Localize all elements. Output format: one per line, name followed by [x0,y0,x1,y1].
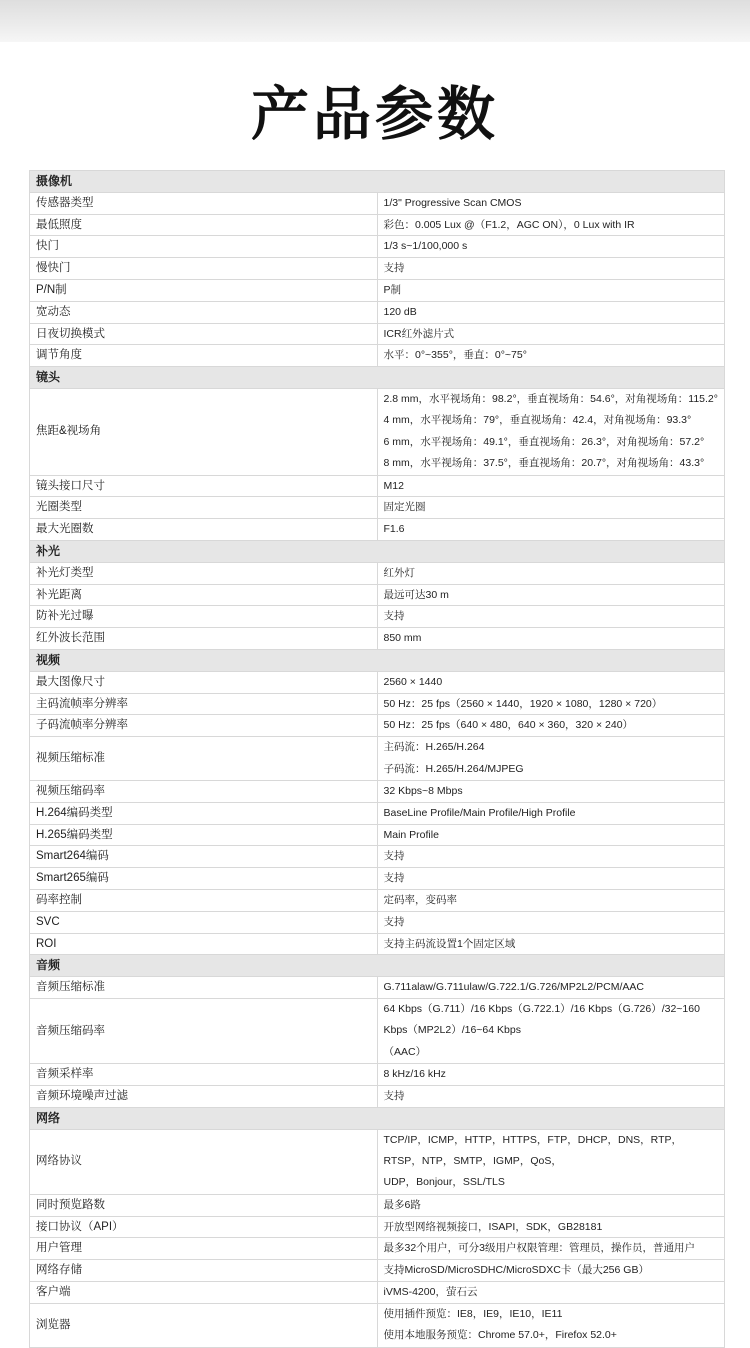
spec-value [377,911,725,933]
spec-value-line: 支持 [383,872,405,885]
spec-label: 最低照度 [30,214,378,236]
spec-row [30,258,725,280]
spec-row [30,1216,725,1238]
spec-label: 红外波长范围 [30,628,378,650]
spec-row [30,497,725,519]
section-title: 网络 [30,1107,725,1129]
spec-value-line: 水平：0°~355°，垂直：0°~75° [383,349,527,362]
spec-value-line: 最多32个用户，可分3级用户权限管理：管理员，操作员，普通用户 [383,1242,696,1255]
spec-value [377,475,725,497]
spec-value [377,1129,725,1194]
spec-label: 最大光圈数 [30,519,378,541]
spec-row [30,1238,725,1260]
spec-value [377,192,725,214]
spec-value-line: 开放型网络视频接口，ISAPI，SDK，GB28181 [383,1220,603,1233]
spec-value-line: 8 mm，水平视场角：37.5°，垂直视场角：20.7°，对角视场角：43.3° [383,457,705,470]
spec-value [377,1260,725,1282]
spec-label: 视频压缩标准 [30,737,378,781]
section-title: 音频 [30,955,725,977]
spec-label: 慢快门 [30,258,378,280]
spec-value [377,715,725,737]
spec-label: 传感器类型 [30,192,378,214]
spec-row [30,1303,725,1347]
spec-value [377,1281,725,1303]
section-title: 摄像机 [30,171,725,193]
spec-label: 主码流帧率分辨率 [30,693,378,715]
spec-label: 子码流帧率分辨率 [30,715,378,737]
spec-value [377,628,725,650]
spec-row [30,1085,725,1107]
spec-value-line: 子码流：H.265/H.264/MJPEG [383,762,524,775]
spec-label: 音频压缩码率 [30,998,378,1063]
spec-value-line: 50 Hz：25 fps（2560 × 1440，1920 × 1080，1280 × 720） [383,697,663,710]
spec-row [30,279,725,301]
spec-value [377,345,725,367]
spec-label: Smart264编码 [30,846,378,868]
spec-value [377,519,725,541]
spec-label: 音频压缩标准 [30,977,378,999]
spec-value-line: iVMS-4200，萤石云 [383,1285,478,1298]
spec-value [377,562,725,584]
spec-value [377,1216,725,1238]
spec-label: 日夜切换模式 [30,323,378,345]
spec-value-line: BaseLine Profile/Main Profile/High Profile [383,806,576,819]
spec-label: 用户管理 [30,1238,378,1260]
section-header [30,1107,725,1129]
spec-row [30,889,725,911]
spec-label: 镜头接口尺寸 [30,475,378,497]
spec-label: 音频采样率 [30,1064,378,1086]
section-header [30,955,725,977]
spec-row [30,824,725,846]
spec-row [30,606,725,628]
spec-row [30,1194,725,1216]
spec-label: 客户端 [30,1281,378,1303]
spec-value-line: UDP，Bonjour，SSL/TLS [383,1176,505,1189]
spec-row [30,475,725,497]
spec-value [377,1194,725,1216]
spec-value [377,824,725,846]
spec-row [30,977,725,999]
spec-label: 浏览器 [30,1303,378,1347]
spec-row [30,345,725,367]
spec-value [377,1085,725,1107]
spec-label: 码率控制 [30,889,378,911]
spec-row [30,301,725,323]
spec-value-line: 红外灯 [383,566,415,579]
spec-value-line: 主码流：H.265/H.264 [383,741,485,754]
spec-row [30,1260,725,1282]
spec-value [377,846,725,868]
spec-value [377,301,725,323]
spec-row [30,693,725,715]
spec-value-line: G.711alaw/G.711ulaw/G.722.1/G.726/MP2L2/PCM/AAC [383,981,644,994]
spec-value-line: TCP/IP，ICMP，HTTP，HTTPS，FTP，DHCP，DNS，RTP，RTSP，NTP，SMTP，IGMP，QoS， [383,1133,682,1167]
spec-value-line: Main Profile [383,828,439,841]
spec-value-line: ICR红外滤片式 [383,327,455,340]
spec-table [29,170,725,1348]
spec-value [377,606,725,628]
spec-row [30,715,725,737]
spec-row [30,911,725,933]
spec-row [30,846,725,868]
spec-row [30,998,725,1063]
spec-row [30,868,725,890]
spec-value-line: 2.8 mm，水平视场角：98.2°，垂直视场角：54.6°，对角视场角：115.2° [383,392,718,405]
spec-row [30,1064,725,1086]
section-header [30,171,725,193]
spec-value-line: 50 Hz：25 fps（640 × 480，640 × 360，320 × 240） [383,719,634,732]
spec-value [377,497,725,519]
spec-value-line: 支持 [383,610,405,623]
spec-value [377,998,725,1063]
page-title: 产品参数 [250,82,499,147]
spec-label: 防补光过曝 [30,606,378,628]
spec-value-line: 支持 [383,850,405,863]
spec-row [30,562,725,584]
spec-value-line: 1/3 s~1/100,000 s [383,240,468,253]
spec-table-body [30,171,725,1348]
spec-label: 音频环境噪声过滤 [30,1085,378,1107]
spec-value-line: 4 mm，水平视场角：79°，垂直视场角：42.4，对角视场角：93.3° [383,414,692,427]
top-banner [0,0,750,42]
spec-value-line: 使用本地服务预览：Chrome 57.0+，Firefox 52.0+ [383,1329,617,1342]
spec-row [30,802,725,824]
section-title: 镜头 [30,367,725,389]
spec-value-line: 支持 [383,262,405,275]
spec-label: 网络协议 [30,1129,378,1194]
spec-label: 接口协议（API） [30,1216,378,1238]
section-header [30,367,725,389]
spec-row [30,1281,725,1303]
spec-value [377,279,725,301]
spec-label: H.264编码类型 [30,802,378,824]
spec-value-line: 64 Kbps（G.711）/16 Kbps（G.722.1）/16 Kbps（G.726）/32~160 Kbps（MP2L2）/16~64 Kbps [383,1002,700,1037]
spec-row [30,388,725,475]
spec-row [30,323,725,345]
spec-value-line: 最远可达30 m [383,588,449,601]
spec-value [377,1238,725,1260]
spec-value [377,388,725,475]
spec-value [377,1064,725,1086]
section-header [30,649,725,671]
spec-value [377,737,725,781]
spec-row [30,192,725,214]
spec-row [30,519,725,541]
spec-label: SVC [30,911,378,933]
spec-value-line: 850 mm [383,632,422,645]
spec-value-line: 120 dB [383,305,417,318]
spec-value [377,671,725,693]
spec-value-line: 定码率，变码率 [383,893,457,906]
spec-label: ROI [30,933,378,955]
spec-row [30,780,725,802]
spec-value-line: （AAC） [383,1045,427,1058]
spec-value [377,236,725,258]
section-title: 补光 [30,540,725,562]
spec-row [30,236,725,258]
spec-label: Smart265编码 [30,868,378,890]
spec-value [377,584,725,606]
spec-label: 焦距&视场角 [30,388,378,475]
spec-value [377,889,725,911]
spec-label: 同时预览路数 [30,1194,378,1216]
spec-value [377,802,725,824]
spec-value [377,258,725,280]
spec-value-line: 固定光圈 [383,501,426,514]
spec-label: 网络存储 [30,1260,378,1282]
spec-value-line: M12 [383,479,404,492]
spec-value-line: 支持 [383,915,405,928]
spec-value [377,977,725,999]
spec-value-line: F1.6 [383,523,405,536]
spec-label: 视频压缩码率 [30,780,378,802]
spec-label: 最大图像尺寸 [30,671,378,693]
spec-value [377,214,725,236]
spec-value [377,780,725,802]
spec-value-line: 2560 × 1440 [383,675,443,688]
spec-value-line: 8 kHz/16 kHz [383,1068,446,1081]
spec-label: 宽动态 [30,301,378,323]
spec-row [30,214,725,236]
spec-row [30,584,725,606]
spec-value [377,323,725,345]
spec-value-line: 彩色：0.005 Lux @（F1.2，AGC ON），0 Lux with IR [383,218,635,231]
spec-value-line: 支持MicroSD/MicroSDHC/MicroSDXC卡（最大256 GB） [383,1264,649,1277]
spec-label: 补光灯类型 [30,562,378,584]
spec-label: 光圈类型 [30,497,378,519]
spec-value-line: 支持主码流设置1个固定区域 [383,937,516,950]
section-header [30,540,725,562]
spec-value [377,933,725,955]
spec-label: 补光距离 [30,584,378,606]
spec-value-line: 支持 [383,1089,405,1102]
spec-value-line: 32 Kbps~8 Mbps [383,784,463,797]
spec-row [30,628,725,650]
spec-row [30,933,725,955]
spec-value [377,693,725,715]
spec-value-line: P制 [383,283,402,296]
spec-value [377,1303,725,1347]
spec-label: 调节角度 [30,345,378,367]
spec-value [377,868,725,890]
spec-value-line: 使用插件预览：IE8，IE9，IE10，IE11 [383,1307,563,1320]
spec-row [30,671,725,693]
spec-value-line: 6 mm，水平视场角：49.1°，垂直视场角：26.3°，对角视场角：57.2° [383,435,705,448]
section-title: 视频 [30,649,725,671]
spec-row [30,1129,725,1194]
spec-value-line: 最多6路 [383,1198,421,1211]
spec-label: H.265编码类型 [30,824,378,846]
spec-row [30,737,725,781]
spec-label: 快门 [30,236,378,258]
spec-label: P/N制 [30,279,378,301]
spec-value-line: 1/3" Progressive Scan CMOS [383,196,522,209]
